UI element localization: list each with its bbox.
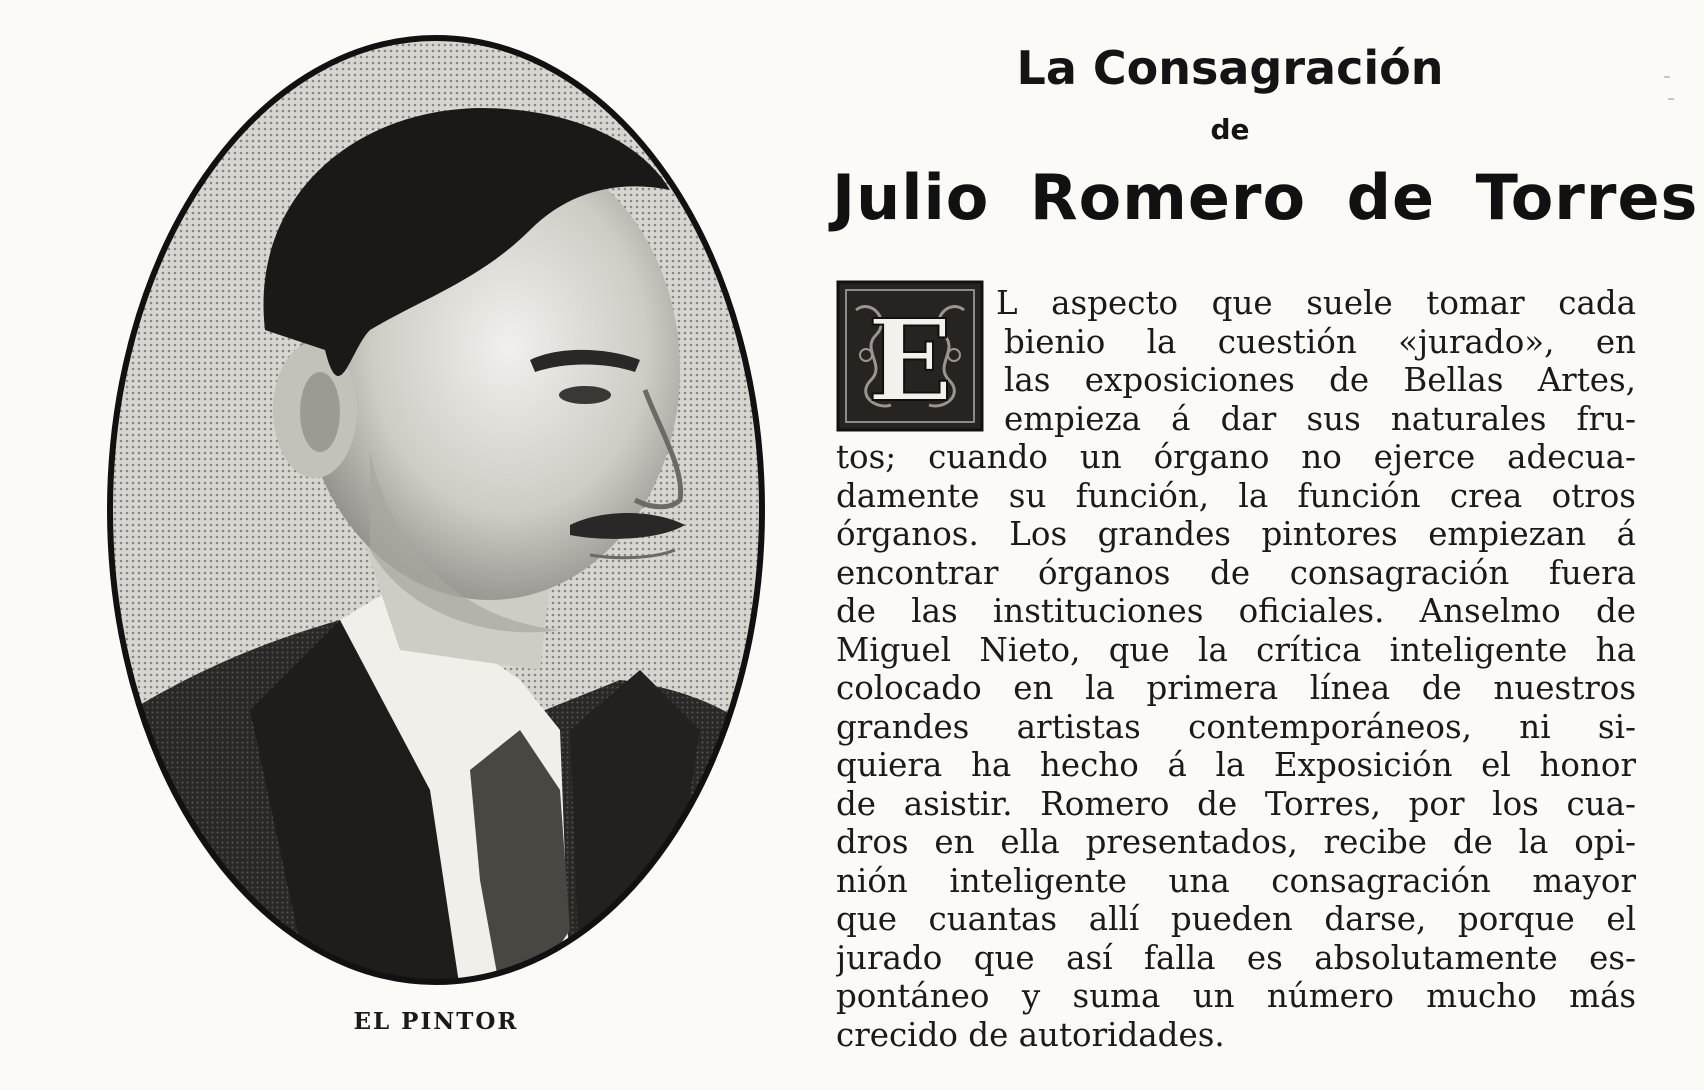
portrait-caption: EL PINTOR	[353, 1008, 519, 1035]
body-line: jurado que así falla es absolutamente es-	[836, 938, 1636, 977]
body-line: damente su función, la función crea otros	[836, 476, 1636, 515]
body-line: bienio la cuestión «jurado», en	[1004, 322, 1636, 361]
body-line: quiera ha hecho á la Exposición el honor	[836, 746, 1636, 784]
body-line: tos; cuando un órgano no ejerce adecua-	[836, 438, 1636, 476]
body-line: órganos. Los grandes pintores empiezan á	[836, 515, 1636, 553]
body-line: empieza á dar sus naturales fru-	[1004, 399, 1636, 438]
body-line: grandes artistas contemporáneos, ni si-	[836, 707, 1636, 746]
body-line: dros en ella presentados, recibe de la opi-	[836, 823, 1636, 861]
article-connector: de	[1210, 113, 1250, 146]
portrait-photo	[100, 30, 772, 990]
body-line: que cuantas allí pueden darse, porque el	[836, 900, 1636, 938]
article-kicker: La Consagración	[1016, 41, 1444, 95]
body-line: crecido de autoridades.	[836, 1015, 1225, 1054]
body-line: encontrar órganos de consagración fuera	[836, 553, 1636, 592]
body-line: de las instituciones oficiales. Anselmo de	[836, 592, 1636, 630]
body-line: pontáneo y suma un número mucho más	[836, 977, 1636, 1015]
portrait-image	[100, 30, 772, 990]
margin-speck	[1664, 76, 1670, 78]
body-line: las exposiciones de Bellas Artes,	[1004, 361, 1636, 399]
body-line: nión inteligente una consagración mayor	[836, 861, 1636, 900]
drop-cap-letter: E	[867, 296, 953, 427]
body-line: de asistir. Romero de Torres, por los cua-	[836, 784, 1636, 823]
body-line: Miguel Nieto, que la crítica inteligente ha	[836, 630, 1636, 669]
article-headline: Julio Romero de Torres	[832, 161, 1699, 234]
body-line: L aspecto que suele tomar cada	[996, 284, 1636, 322]
margin-speck	[1668, 98, 1674, 100]
body-line: colocado en la primera línea de nuestros	[836, 669, 1636, 707]
article-body	[836, 284, 1636, 1054]
